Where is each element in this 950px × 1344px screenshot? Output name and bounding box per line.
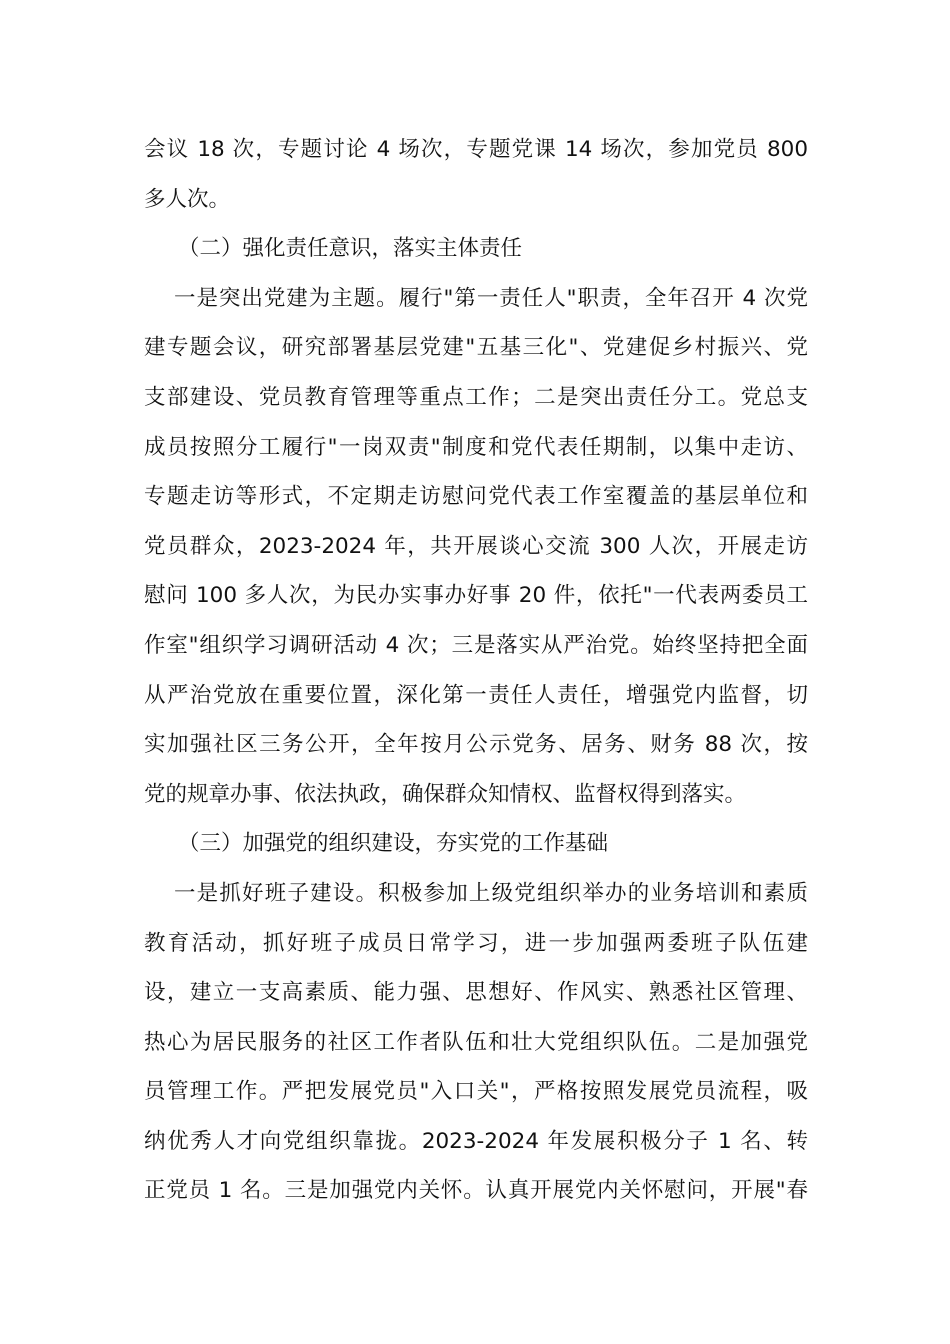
document-body [144,125,808,1216]
paragraph-line: 纳优秀人才向党组织靠拢。2023-2024 年发展积极分子 1 名、转 [144,1128,808,1154]
paragraph-line: 从严治党放在重要位置，深化第一责任人责任，增强党内监督，切 [144,682,808,708]
paragraph-line: 支部建设、党员教育管理等重点工作；二是突出责任分工。党总支 [144,384,808,410]
paragraph-line: 正党员 1 名。三是加强党内关怀。认真开展党内关怀慰问，开展"春 [144,1178,808,1204]
section-heading: （二）强化责任意识，落实主体责任 [178,236,523,262]
paragraph-line: 教育活动，抓好班子成员日常学习，进一步加强两委班子队伍建 [144,930,808,956]
paragraph-line: 党员群众，2023-2024 年，共开展谈心交流 300 人次，开展走访 [144,533,808,559]
paragraph-line: 员管理工作。严把发展党员"入口关"，严格按照发展党员流程，吸 [144,1079,808,1105]
paragraph-line: 作室"组织学习调研活动 4 次；三是落实从严治党。始终坚持把全面 [144,632,808,658]
paragraph-line: 专题走访等形式，不定期走访慰问党代表工作室覆盖的基层单位和 [144,484,808,510]
paragraph-line: 会议 18 次，专题讨论 4 场次，专题党课 14 场次，参加党员 800 [144,137,808,162]
paragraph-line: 慰问 100 多人次，为民办实事办好事 20 件，依托"一代表两委员工 [144,583,808,609]
paragraph-line: 党的规章办事、依法执政，确保群众知情权、监督权得到落实。 [144,781,747,807]
paragraph-line: 一是突出党建为主题。履行"第一责任人"职责，全年召开 4 次党 [174,285,808,311]
paragraph-line: 成员按照分工履行"一岗双责"制度和党代表任期制，以集中走访、 [144,434,808,460]
paragraph-line: 建专题会议，研究部署基层党建"五基三化"、党建促乡村振兴、党 [144,335,808,361]
paragraph-line: 一是抓好班子建设。积极参加上级党组织举办的业务培训和素质 [174,880,808,906]
paragraph-line: 多人次。 [144,186,231,212]
paragraph-line: 设，建立一支高素质、能力强、思想好、作风实、熟悉社区管理、 [144,980,808,1006]
paragraph-line: 实加强社区三务公开，全年按月公示党务、居务、财务 88 次，按 [144,732,808,758]
section-heading: （三）加强党的组织建设，夯实党的工作基础 [178,831,609,857]
paragraph-line: 热心为居民服务的社区工作者队伍和壮大党组织队伍。二是加强党 [144,1029,808,1055]
